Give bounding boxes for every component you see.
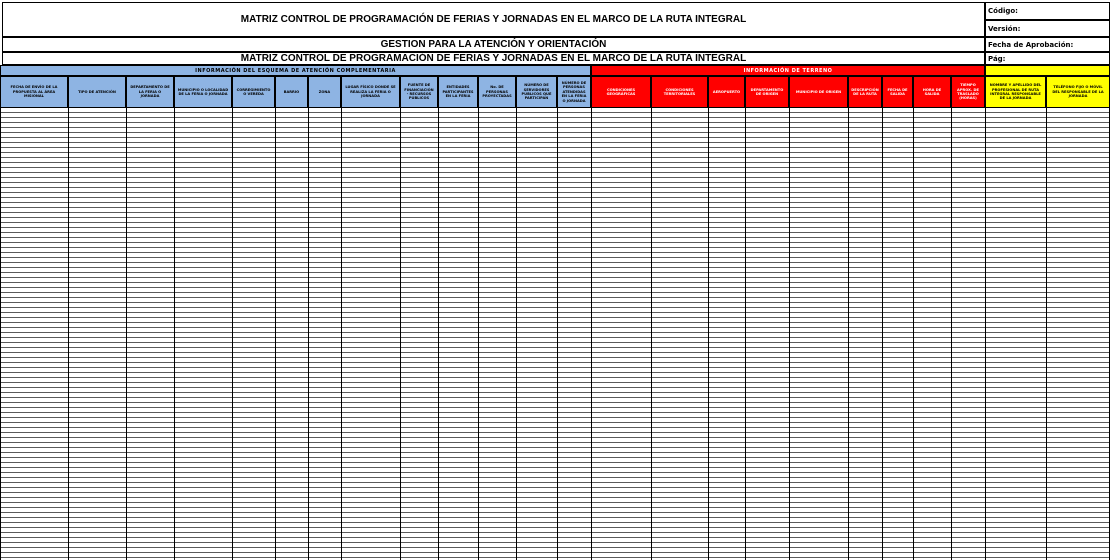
col-header-tipo-atencion[interactable]: TIPO DE ATENCIÓN bbox=[68, 76, 126, 108]
data-column[interactable] bbox=[951, 108, 985, 560]
col-header-personas-proyectadas[interactable]: No. DE PERSONAS PROYECTADAS bbox=[478, 76, 516, 108]
data-column[interactable] bbox=[789, 108, 848, 560]
data-column[interactable] bbox=[232, 108, 275, 560]
col-header-condiciones-geograficas[interactable]: CONDICIONES GEOGRÁFICAS bbox=[591, 76, 651, 108]
meta-pag[interactable]: Pág: bbox=[985, 52, 1110, 65]
title-repeat[interactable]: MATRIZ CONTROL DE PROGRAMACIÓN DE FERIAS Y JORNADAS EN EL MARCO DE LA RUTA INTEGRAL bbox=[2, 52, 985, 65]
data-column[interactable] bbox=[882, 108, 913, 560]
col-header-descripcion-ruta[interactable]: DESCRIPCIÓN DE LA RUTA bbox=[848, 76, 882, 108]
data-column[interactable] bbox=[0, 108, 68, 560]
col-header-municipio-origen[interactable]: MUNICIPIO DE ORIGEN bbox=[789, 76, 848, 108]
col-header-zona[interactable]: ZONA bbox=[308, 76, 341, 108]
col-header-fecha-salida[interactable]: FECHA DE SALIDA bbox=[882, 76, 913, 108]
data-column[interactable] bbox=[174, 108, 232, 560]
data-column[interactable] bbox=[1046, 108, 1109, 560]
data-column[interactable] bbox=[913, 108, 951, 560]
data-column[interactable] bbox=[848, 108, 882, 560]
col-header-tiempo-traslado[interactable]: TIEMPO APROX. DE TRASLADO (HORAS) bbox=[951, 76, 985, 108]
data-column[interactable] bbox=[438, 108, 478, 560]
data-column[interactable] bbox=[557, 108, 591, 560]
col-header-condiciones-territoriales[interactable]: CONDICIONES TERRITORIALES bbox=[651, 76, 708, 108]
meta-codigo[interactable]: Código: bbox=[985, 2, 1110, 20]
col-header-telefono-responsable[interactable]: TELÉFONO FIJO O MÓVIL DEL RESPONSABLE DE LA JORNADA bbox=[1046, 76, 1110, 108]
col-header-hora-salida[interactable]: HORA DE SALIDA bbox=[913, 76, 951, 108]
col-header-departamento-origen[interactable]: DEPARTAMENTO DE ORIGEN bbox=[745, 76, 789, 108]
col-header-lugar-fisico[interactable]: LUGAR FÍSICO DONDE SE REALIZA LA FERIA O JORNADA bbox=[341, 76, 400, 108]
col-header-corregimiento[interactable]: CORREGIMIENTO O VEREDA bbox=[232, 76, 275, 108]
data-column[interactable] bbox=[651, 108, 708, 560]
col-header-barrio[interactable]: BARRIO bbox=[275, 76, 308, 108]
band-esquema-atencion[interactable]: INFORMACIÓN DEL ESQUEMA DE ATENCIÓN COMPLEMENTARIA bbox=[0, 65, 591, 76]
col-header-fecha-envio[interactable]: FECHA DE ENVÍO DE LA PROPUESTA AL ÁREA MISIONAL bbox=[0, 76, 68, 108]
col-header-nombre-responsable[interactable]: NOMBRE Y APELLIDO DEL PROFESIONAL DE RUTA INTEGRAL RESPONSABLE DE LA JORNADA bbox=[985, 76, 1046, 108]
data-column[interactable] bbox=[591, 108, 651, 560]
data-column[interactable] bbox=[400, 108, 438, 560]
data-column[interactable] bbox=[516, 108, 557, 560]
data-column[interactable] bbox=[708, 108, 745, 560]
data-column[interactable] bbox=[126, 108, 174, 560]
col-header-servidores[interactable]: NÚMERO DE SERVIDORES PÚBLICOS QUE PARTICIPAN bbox=[516, 76, 557, 108]
title-sub[interactable]: GESTION PARA LA ATENCIÓN Y ORIENTACIÓN bbox=[2, 37, 985, 52]
data-column[interactable] bbox=[745, 108, 789, 560]
col-header-personas-atendidas[interactable]: NÚMERO DE PERSONAS ATENDIDAS EN LA FERIA O JORNADA bbox=[557, 76, 591, 108]
col-header-fuente-financiacion[interactable]: FUENTE DE FINANCIACIÓN - RECURSOS PÚBLICOS bbox=[400, 76, 438, 108]
title-main[interactable]: MATRIZ CONTROL DE PROGRAMACIÓN DE FERIAS Y JORNADAS EN EL MARCO DE LA RUTA INTEGRAL bbox=[2, 2, 985, 37]
data-column[interactable] bbox=[985, 108, 1046, 560]
data-column[interactable] bbox=[275, 108, 308, 560]
meta-version[interactable]: Versión: bbox=[985, 20, 1110, 37]
col-header-municipio[interactable]: MUNICIPIO O LOCALIDAD DE LA FERIA O JORNADA bbox=[174, 76, 232, 108]
meta-fecha-aprobacion[interactable]: Fecha de Aprobación: bbox=[985, 37, 1110, 52]
band-informacion-terreno[interactable]: INFORMACIÓN DE TERRENO bbox=[591, 65, 985, 76]
data-column[interactable] bbox=[68, 108, 126, 560]
band-responsable[interactable] bbox=[985, 65, 1110, 76]
data-column[interactable] bbox=[478, 108, 516, 560]
data-column[interactable] bbox=[308, 108, 341, 560]
col-header-entidades[interactable]: ENTIDADES PARTICIPANTES EN LA FERIA bbox=[438, 76, 478, 108]
col-header-departamento[interactable]: DEPARTAMENTO DE LA FERIA O JORNADA bbox=[126, 76, 174, 108]
data-column[interactable] bbox=[341, 108, 400, 560]
col-header-aeropuerto[interactable]: AEROPUERTO bbox=[708, 76, 745, 108]
